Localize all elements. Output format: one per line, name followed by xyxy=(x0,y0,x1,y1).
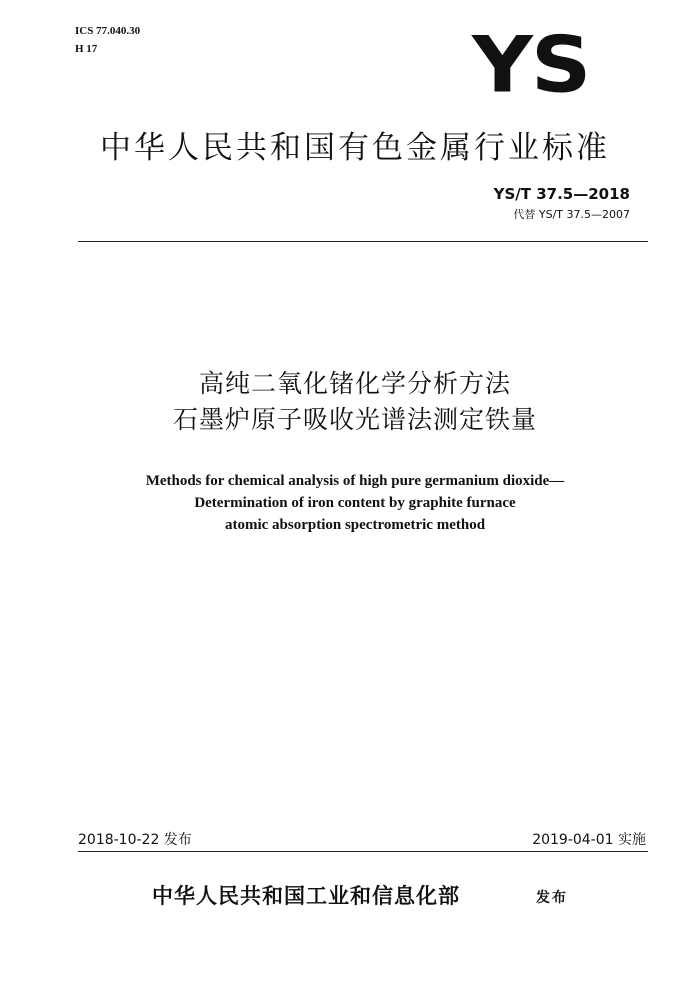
chinese-title-line-2: 石墨炉原子吸收光谱法测定铁量 xyxy=(172,405,537,434)
ics-code: ICS 77.040.30 xyxy=(75,25,141,37)
ys-logo: YS xyxy=(472,19,590,110)
organization-title: 中华人民共和国有色金属行业标准 xyxy=(100,130,610,166)
standard-number: YS/T 37.5—2018 xyxy=(493,185,630,203)
english-title-line-2: Determination of iron content by graphite furnace xyxy=(194,495,516,511)
issue-date: 2018-10-22 发布 xyxy=(78,832,192,848)
english-title xyxy=(40,470,670,536)
bottom-divider xyxy=(78,851,648,852)
english-title-line-1: Methods for chemical analysis of high pure germanium dioxide— xyxy=(145,473,565,489)
chinese-title-line-1: 高纯二氧化锗化学分析方法 xyxy=(198,369,511,398)
chinese-title xyxy=(50,366,660,438)
implementation-date: 2019-04-01 实施 xyxy=(532,832,646,848)
ccs-code: H 17 xyxy=(75,43,98,55)
classification-codes xyxy=(75,22,140,58)
replaces-standard: 代替 YS/T 37.5—2007 xyxy=(513,208,630,221)
english-title-line-3: atomic absorption spectrometric method xyxy=(224,517,486,533)
issuing-label: 发布 xyxy=(536,890,568,906)
top-divider xyxy=(78,241,648,242)
issuing-authority: 中华人民共和国工业和信息化部 xyxy=(152,883,460,908)
